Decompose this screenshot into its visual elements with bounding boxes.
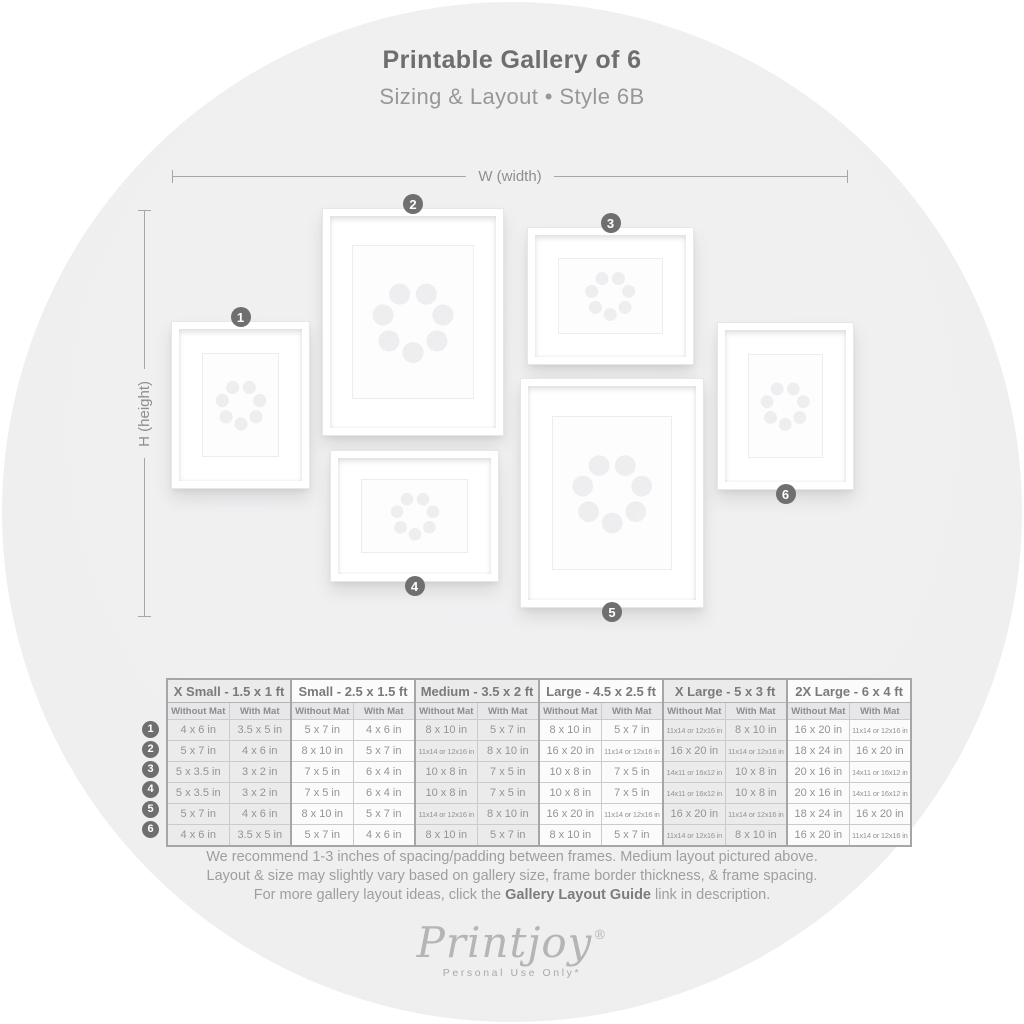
- size-cell: 7 x 5 in: [601, 762, 663, 783]
- frame-3: [528, 215, 693, 364]
- size-cell: 5 x 7 in: [353, 804, 415, 825]
- height-dimension: [136, 210, 152, 617]
- size-cell: 7 x 5 in: [291, 762, 353, 783]
- size-cell: 16 x 20 in: [539, 741, 601, 762]
- logo-wordmark-text: Printjoy: [416, 918, 593, 967]
- size-cell: 8 x 10 in: [415, 825, 477, 847]
- size-cell: 7 x 5 in: [291, 783, 353, 804]
- size-row: [167, 804, 911, 825]
- size-cell: 5 x 7 in: [291, 825, 353, 847]
- size-cell: 11x14 or 12x16 in: [725, 741, 787, 762]
- size-cell: 5 x 7 in: [291, 720, 353, 741]
- group-header-cell: Small - 2.5 x 1.5 ft: [291, 679, 415, 703]
- size-cell: 4 x 6 in: [167, 825, 229, 847]
- size-cell: 4 x 6 in: [353, 720, 415, 741]
- size-cell: 16 x 20 in: [849, 804, 911, 825]
- frame-mat-opening: [361, 479, 468, 553]
- footer-note-line-1: We recommend 1-3 inches of spacing/padding between frames. Medium layout pictured above.: [206, 849, 818, 865]
- subheader-cell: With Mat: [229, 703, 291, 720]
- subheader-cell: With Mat: [601, 703, 663, 720]
- frame-mat-opening: [552, 416, 672, 570]
- size-cell: 5 x 7 in: [167, 804, 229, 825]
- size-row: [167, 783, 911, 804]
- footer-note-line-2: Layout & size may slightly vary based on gallery size, frame border thickness, & frame spacing.: [206, 868, 818, 884]
- size-cell: 11x14 or 12x16 in: [849, 825, 911, 847]
- size-cell: 18 x 24 in: [787, 804, 849, 825]
- frame-number-badge: 2: [403, 194, 423, 214]
- size-cell: 8 x 10 in: [291, 741, 353, 762]
- size-cell: 8 x 10 in: [725, 720, 787, 741]
- dimension-line: [144, 458, 145, 616]
- width-dimension: [172, 168, 848, 184]
- size-cell: 14x11 or 16x12 in: [849, 762, 911, 783]
- size-cell: 11x14 or 12x16 in: [725, 804, 787, 825]
- size-cell: 8 x 10 in: [291, 804, 353, 825]
- frame-mat-opening: [558, 258, 663, 334]
- size-cell: 5 x 7 in: [477, 720, 539, 741]
- size-cell: 10 x 8 in: [415, 783, 477, 804]
- size-cell: 4 x 6 in: [229, 804, 291, 825]
- size-cell: 6 x 4 in: [353, 762, 415, 783]
- size-cell: 3.5 x 5 in: [229, 720, 291, 741]
- size-cell: 4 x 6 in: [353, 825, 415, 847]
- size-cell: 16 x 20 in: [849, 741, 911, 762]
- subheader-row: [167, 703, 911, 720]
- size-row: [167, 741, 911, 762]
- size-cell: 16 x 20 in: [663, 804, 725, 825]
- size-cell: 5 x 7 in: [167, 741, 229, 762]
- footer-note-line-3: [0, 886, 1024, 905]
- size-cell: 16 x 20 in: [787, 825, 849, 847]
- size-cell: 4 x 6 in: [167, 720, 229, 741]
- width-dimension-label: W (width): [478, 167, 542, 185]
- header: [0, 46, 1024, 110]
- size-cell: 14x11 or 16x12 in: [663, 783, 725, 804]
- frame-2: [323, 196, 503, 435]
- size-cell: 3 x 2 in: [229, 783, 291, 804]
- size-cell: 7 x 5 in: [601, 783, 663, 804]
- size-cell: 10 x 8 in: [725, 762, 787, 783]
- row-number-badges: [142, 719, 159, 839]
- size-cell: 5 x 7 in: [601, 720, 663, 741]
- size-cell: 6 x 4 in: [353, 783, 415, 804]
- subheader-cell: Without Mat: [539, 703, 601, 720]
- row-number-badge: 6: [142, 821, 159, 838]
- frame-number-badge: 6: [776, 484, 796, 504]
- size-cell: 5 x 7 in: [477, 825, 539, 847]
- size-cell: 10 x 8 in: [539, 762, 601, 783]
- frame-number-badge: 3: [601, 213, 621, 233]
- group-header-cell: Medium - 3.5 x 2 ft: [415, 679, 539, 703]
- size-cell: 16 x 20 in: [539, 804, 601, 825]
- height-dimension-label: H (height): [135, 380, 153, 447]
- size-row: [167, 720, 911, 741]
- size-cell: 11x14 or 12x16 in: [601, 804, 663, 825]
- placeholder-dots-icon: [373, 487, 457, 545]
- size-cell: 8 x 10 in: [539, 720, 601, 741]
- subheader-cell: Without Mat: [167, 703, 229, 720]
- size-cell: 8 x 10 in: [477, 804, 539, 825]
- placeholder-dots-icon: [569, 266, 651, 325]
- size-row: [167, 762, 911, 783]
- size-cell: 16 x 20 in: [663, 741, 725, 762]
- placeholder-dots-icon: [365, 261, 461, 383]
- size-cell: 20 x 16 in: [787, 783, 849, 804]
- dimension-line: [144, 211, 145, 369]
- size-cell: 7 x 5 in: [477, 783, 539, 804]
- group-header-cell: X Small - 1.5 x 1 ft: [167, 679, 291, 703]
- placeholder-dots-icon: [211, 364, 271, 446]
- size-cell: 8 x 10 in: [539, 825, 601, 847]
- size-cell: 11x14 or 12x16 in: [415, 741, 477, 762]
- subheader-cell: Without Mat: [415, 703, 477, 720]
- size-cell: 5 x 3.5 in: [167, 762, 229, 783]
- size-table-section: [142, 678, 912, 847]
- size-cell: 3.5 x 5 in: [229, 825, 291, 847]
- frame-mat-opening: [352, 245, 474, 399]
- frame-5: [521, 379, 703, 620]
- row-number-badge: 2: [142, 741, 159, 758]
- placeholder-dots-icon: [565, 432, 659, 554]
- size-cell: 10 x 8 in: [415, 762, 477, 783]
- subheader-cell: Without Mat: [787, 703, 849, 720]
- frame-4: [331, 451, 498, 594]
- page-title: Printable Gallery of 6: [382, 46, 642, 74]
- size-cell: 8 x 10 in: [725, 825, 787, 847]
- frame-mat-opening: [748, 354, 823, 458]
- size-cell: 10 x 8 in: [725, 783, 787, 804]
- subheader-cell: Without Mat: [291, 703, 353, 720]
- frame-1: [172, 309, 309, 488]
- size-cell: 8 x 10 in: [477, 741, 539, 762]
- size-row: [167, 825, 911, 847]
- placeholder-dots-icon: [756, 365, 814, 447]
- size-cell: 11x14 or 12x16 in: [663, 720, 725, 741]
- size-cell: 20 x 16 in: [787, 762, 849, 783]
- dimension-line: [173, 176, 466, 177]
- size-cell: 14x11 or 16x12 in: [849, 783, 911, 804]
- size-cell: 5 x 3.5 in: [167, 783, 229, 804]
- size-cell: 5 x 7 in: [601, 825, 663, 847]
- subheader-cell: With Mat: [725, 703, 787, 720]
- size-cell: 14x11 or 16x12 in: [663, 762, 725, 783]
- dimension-tick: [138, 616, 151, 617]
- size-cell: 7 x 5 in: [477, 762, 539, 783]
- size-cell: 5 x 7 in: [353, 741, 415, 762]
- subheader-cell: With Mat: [849, 703, 911, 720]
- size-cell: 10 x 8 in: [539, 783, 601, 804]
- frame-number-badge: 1: [231, 307, 251, 327]
- group-header-row: [167, 679, 911, 703]
- size-table: [166, 678, 912, 847]
- gallery-layout-guide-link-text: Gallery Layout Guide: [505, 887, 651, 903]
- frame-6: [718, 323, 853, 502]
- footer-note: [0, 848, 1024, 905]
- group-header-cell: X Large - 5 x 3 ft: [663, 679, 787, 703]
- subheader-cell: Without Mat: [663, 703, 725, 720]
- frame-number-badge: 5: [602, 602, 622, 622]
- logo-tagline: Personal Use Only*: [442, 967, 582, 979]
- footer-note-line-3-prefix: For more gallery layout ideas, click the: [253, 887, 506, 903]
- dimension-line: [554, 176, 847, 177]
- size-cell: 11x14 or 12x16 in: [849, 720, 911, 741]
- page-subtitle: Sizing & Layout • Style 6B: [379, 84, 645, 109]
- brand-logo: [0, 918, 1024, 979]
- row-number-badge: 4: [142, 781, 159, 798]
- frame-number-badge: 4: [405, 576, 425, 596]
- row-number-badge: 1: [142, 721, 159, 738]
- logo-wordmark: [0, 918, 1024, 967]
- row-number-badge: 3: [142, 761, 159, 778]
- size-cell: 16 x 20 in: [787, 720, 849, 741]
- registered-mark: ®: [593, 928, 608, 943]
- size-cell: 4 x 6 in: [229, 741, 291, 762]
- subheader-cell: With Mat: [477, 703, 539, 720]
- subheader-cell: With Mat: [353, 703, 415, 720]
- dimension-tick: [847, 170, 848, 183]
- row-number-badge: 5: [142, 801, 159, 818]
- footer-note-line-3-suffix: link in description.: [651, 887, 771, 903]
- size-cell: 11x14 or 12x16 in: [663, 825, 725, 847]
- group-header-cell: 2X Large - 6 x 4 ft: [787, 679, 911, 703]
- size-cell: 8 x 10 in: [415, 720, 477, 741]
- size-cell: 11x14 or 12x16 in: [601, 741, 663, 762]
- size-cell: 3 x 2 in: [229, 762, 291, 783]
- group-header-cell: Large - 4.5 x 2.5 ft: [539, 679, 663, 703]
- size-cell: 18 x 24 in: [787, 741, 849, 762]
- size-cell: 11x14 or 12x16 in: [415, 804, 477, 825]
- frame-mat-opening: [202, 353, 279, 457]
